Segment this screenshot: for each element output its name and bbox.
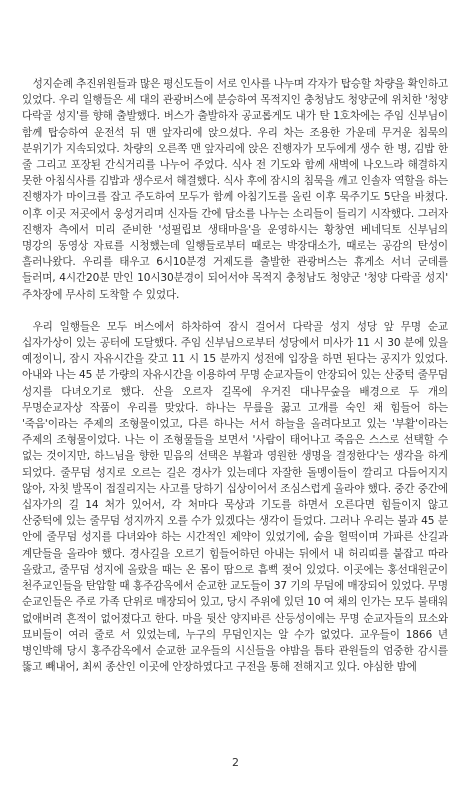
paragraph-travel-to-shrine: 성지순례 추진위원들과 많은 평신도들이 서로 인사를 나누며 각자가 탑승할 차량을 확인하고 있었다. 우리 일행들은 세 대의 관광버스에 분승하여 목적지인 충청남도 청양군에 위치한 '청양 다락골 성지'를 향해 출발했다. 버스가 출발하자 공교롭게도 내가 탄 1호차에는 주임 신부님이 함께 탑승하여 운전석 뒤 맨 앞자리에 앉으셨다. 우리 차는 조용한 가운데 무거운 침묵의 분위기가 지속되었다. 차량의 오른쪽 맨 앞자리에 앉은 진행자가 모두에게 생수 한 병, 김밥 한 줄 그리고 포장된 간식거리를 나누어 주었다. 식사 전 기도와 함께 새벽에 나오느라 해결하지 못한 아침식사를 김밥과 생수로서 해결했다. 식사 후에 잠시의 침묵을 깨고 인솔자 역할을 하는 진행자가 마이크를 잡고 주도하여 모두가 함께 아침기도를 올린 이후 묵주기도 5단을 바쳤다. 이후 이곳 저곳에서 웅성거리며 신자들 간에 담소를 나누는 소리들이 들리기 시작했다. 그러자 진행자 측에서 미리 준비한 '성필립보 생태마을'을 운영하시는 황창연 베네딕토 신부님의 명강의 동영상 자료를 시청했는데 일행들로부터 때로는 박장대소가, 때로는 공감의 탄성이 흘러나왔다. 우리를 태우고 6시10분경 거제도를 출발한 관광버스는 휴게소 서너 군데를 들러며, 4시간20분 만인 10시30분경이 되어서야 목적지 충청남도 청양군 '청양 다락골 성지' 주차장에 무사히 도착할 수 있었다. [22,78,448,301]
page-number: 2 [232,756,239,769]
paragraph-martyr-tombs: 우리 일행들은 모두 버스에서 하차하여 잠시 걸어서 다락골 성지 성당 앞 무명 순교 십자가상이 있는 공터에 도달했다. 주임 신부님으로부터 성당에서 미사가 11 시 30 분에 있을 예정이니, 잠시 자유시간을 갖고 11 시 15 분까지 성전에 입장을 하면 된다는 공지가 있었다. 아내와 나는 45 분 가량의 자유시간을 이용하여 무명 순교자들이 안장되어 있는 산중턱 줄무덤 성지를 다녀오기로 했다. 산을 오르자 길목에 우거진 대나무숲을 배경으로 두 개의 무명순교자상 작품이 우리를 맞았다. 하나는 무릎을 꿇고 고개를 숙인 채 힘들어 하는 '죽음'이라는 주제의 조형물이었고, 다른 하나는 서서 하늘을 올려다보고 있는 '부활'이라는 주제의 조형물이었다. 나는 이 조형물들을 보면서 '사람이 태어나고 죽음은 스스로 선택할 수 없는 것이지만, 하느님을 향한 믿음의 선택은 부활과 영원한 생명을 결정한다'는 생각을 하게 되었다. 줄무덤 성지로 오르는 길은 경사가 있는데다 자잘한 돌멩이들이 깔리고 다듬어지지 않아, 자칫 발목이 접질리지는 사고를 당하기 십상이어서 조심스럽게 올라야 했다. 중간 중간에 십자가의 길 14 처가 있어서, 각 처마다 묵상과 기도를 하면서 오른다면 힘들이지 않고 산중턱에 있는 줄무덤 성지까지 오를 수가 있겠다는 생각이 들었다. 그러나 우리는 불과 45 분 안에 줄무덤 성지를 다녀와야 하는 시간적인 제약이 있었기에, 숨을 헐떡이며 가파른 산길과 계단들을 올라야 했다. 경사길을 오르기 힘들어하던 아내는 뒤에서 내 허리띠를 붙잡고 따라 올랐고, 줄무덤 성지에 올랐을 때는 온 몸이 땀으로 흠뻑 젖어 있었다. 이곳에는 홍선대원군이 천주교인들을 탄압할 때 홍주감옥에서 순교한 교도들이 37 기의 무덤에 매장되어 있었다. 무명 순교인들은 주로 가족 단위로 매장되어 있고, 당시 주위에 있던 10 여 채의 인가는 모두 불태워 없애버려 흔적이 없어졌다고 한다. 마을 뒷산 양지바른 산등성이에는 무명 순교자들의 묘소와 묘비들이 여러 줄로 서 있었는데, 누구의 무덤인지는 알 수가 없었다. 교우들이 1866 년 병인박해 당시 홍주감옥에서 순교한 교우들의 시신들을 야밤을 틈타 관원들의 엄중한 감시를 뚫고 빼내어, 최씨 종산인 이곳에 안장하였다고 구전을 통해 전해지고 있다. 야심한 밤에 [22,320,448,674]
